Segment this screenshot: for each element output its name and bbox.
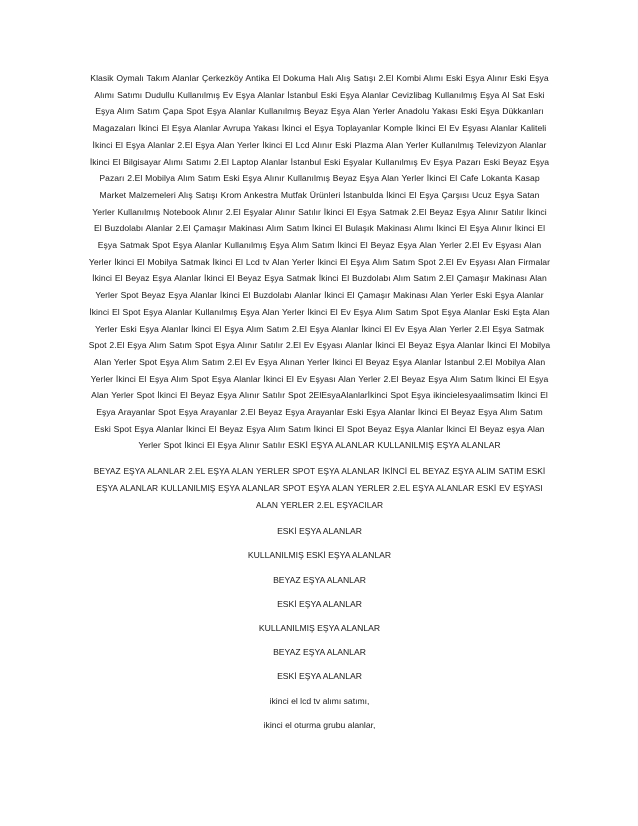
keyword-line: ESKİ EŞYA ALANLAR <box>277 526 362 537</box>
keyword-line: KULLANILMIŞ EŞYA ALANLAR <box>258 623 381 634</box>
keyword-line: KULLANILMIŞ ESKİ EŞYA ALANLAR <box>247 550 392 561</box>
caps-paragraph: BEYAZ EŞYA ALANLAR 2.EL EŞYA ALAN YERLER SPOT EŞYA ALANLAR İKİNCİ EL BEYAZ EŞYA ALIM SATIM ESKİ EŞYA ALANLAR KULLANILMIŞ EŞYA ALANLAR SPOT EŞYA ALAN YERLER 2.EL EŞYA ALANLAR ESKİ EV EŞYASI ALAN YERLER 2.EL EŞYACILAR <box>93 466 546 510</box>
keyword-line: BEYAZ EŞYA ALANLAR <box>273 574 366 585</box>
document-page <box>88 70 551 743</box>
keyword-line-list <box>88 525 551 731</box>
main-paragraph: Klasik Oymalı Takım Alanlar Çerkezköy Antika El Dokuma Halı Alış Satışı 2.El Kombi Alımı Eski Eşya Alınır Eski Eşya Alımı Satımı Dudullu Kullanılmış Ev Eşya Alanlar İstanbul Eski Eşya Alanlar Cevizlibag Kullanılmış Eşya Al Sat Eski Eşya Alım Satım Çapa Spot Eşya Alanlar Kullanılmış Beyaz Eşya Alan Yerler Anadolu Yakası Eski Eşya Dükkanları Magazaları İkinci El Eşya Alanlar Avrupa Yakası İkinci el Eşya Toplayanlar Komple İkinci El Ev Eşyası Alanlar Kaliteli İkinci El Eşya Alanlar 2.El Eşya Alan Yerler İkinci El Lcd Alınır Eski Plazma Alan Yerler Kullanılmış Televizyon Alanlar İkinci El Bilgisayar Alımı Satımı 2.El Laptop Alanlar İstanbul Eski Eşyalar Kullanılmış Ev Eşya Pazarı Eski Beyaz Eşya Pazarı 2.El Mobilya Alım Satım Eski Eşya Alınır Kullanılmış Beyaz Eşya Alan Yerler İkinci El Cafe Lokanta Kasap Market Malzemeleri Alış Satışı Krom Ankestra Mutfak Ürünleri İstanbulda İkinci El Eşya Çarşısı Ucuz Eşya Satan Yerler Kullanılmış Notebook Alınır 2.El Eşyalar Alınır Satılır İkinci El Eşya Satmak 2.El Beyaz Eşya Alınır Satılır İkinci El Buzdolabı Alanlar 2.El Çamaşır Makinası Alım Satım İkinci El Bulaşık Makinası Alımı İkinci El Eşya Alınır İkinci El Eşya Satmak Spot Eşya Alanlar Kullanılmış Eşya Alım Satım İkinci El Beyaz Eşya Alan Yerler 2.El Ev Eşyası Alan Yerler İkinci El Mobilya Satmak İkinci El Lcd tv Alan Yerler İkinci El Eşya Alım Satım Spot 2.El Ev Eşyası Alan Firmalar İkinci El Beyaz Eşya Alanlar İkinci El Beyaz Eşya Satmak İkinci El Buzdolabı Alım Satım 2.El Çamaşır Makinası Alan Yerler Spot Beyaz Eşya Alanlar İkinci El Buzdolabı Alanlar İkinci El Çamaşır Makinası Alan Yerler Eski Eşya Alanlar İkinci El Spot Eşya Alanlar Kullanılmış Eşya Alan Yerler İkinci El Ev Eşya Alım Satım Spot Eşya Alanlar Eski Eşta Alan Yerler Eski Eşya Alanlar İkinci El Eşya Alım Satım 2.El Eşya Alanlar İkinci El Ev Eşya Alan Yerler 2.El Eşya Satmak Spot 2.El Eşya Alım Satım Spot Eşya Alınır Satılır 2.El Ev Eşyası Alanlar İkinci El Beyaz Eşya Alanlar İkinci El Mobilya Alan Yerler Spot Eşya Alım Satım 2.El Ev Eşya Alınan Yerler İkinci El Beyaz Eşya Alanlar İstanbul 2.El Mobilya Alan Yerler İkinci El Eşya Alım Spot Eşya Alanlar İkinci El Ev Eşyası Alan Yerler 2.El Beyaz Eşya Alım Satım İkinci El Eşya Alan Yerler Spot İkinci El Beyaz Eşya Alınır Satılır Spot 2ElEsyaAlanlarİkinci Spot Eşya ikincielesyaalimsatim İkinci El Eşya Arayanlar Spot Eşya Arayanlar 2.El Beyaz Eşya Arayanlar Eski Eşya Alanlar İkinci El Beyaz Eşya Alım Satım Eski Spot Eşya Alanlar İkinci El Beyaz Eşya Alım Satım İkinci El Spot Beyaz Eşya Alanlar İkinci El Beyaz eşya Alan Yerler Spot İkinci El Eşya Alınır Satılır ESKİ EŞYA ALANLAR KULLANILMIŞ EŞYA ALANLAR <box>88 73 551 451</box>
keyword-line: ESKİ EŞYA ALANLAR <box>277 671 362 682</box>
keyword-line: ikinci el oturma grubu alanlar, <box>263 719 376 730</box>
keyword-line: BEYAZ EŞYA ALANLAR <box>273 647 366 658</box>
keyword-line: ikinci el lcd tv alımı satımı, <box>269 695 370 706</box>
keyword-line: ESKİ EŞYA ALANLAR <box>277 598 362 609</box>
